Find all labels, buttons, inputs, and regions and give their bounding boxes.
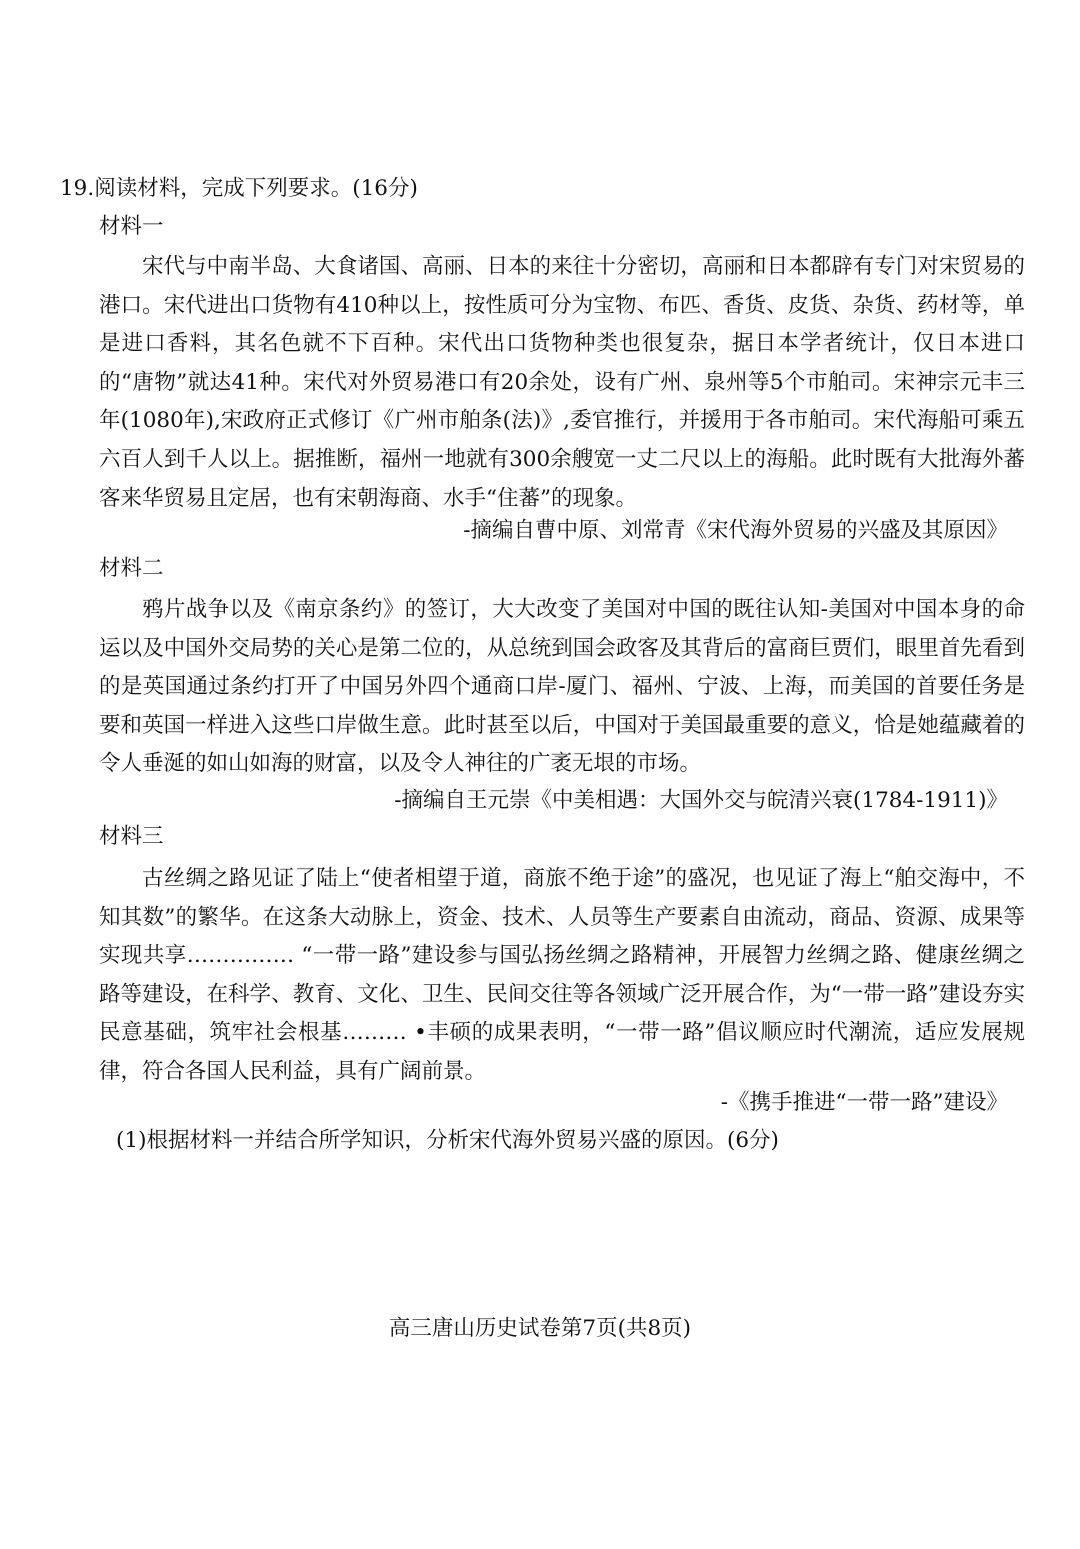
- question-title: 19.阅读材料，完成下列要求。(16分): [60, 176, 418, 201]
- material-2-source: -摘编自王元崇《中美相遇：大国外交与皖清兴衰(1784-1911)》: [394, 788, 1008, 813]
- page-footer: 高三唐山历史试卷第7页(共8页): [388, 1316, 692, 1341]
- material-1-heading: 材料一: [99, 214, 164, 239]
- material-1-source: -摘编自曹中原、刘常青《宋代海外贸易的兴盛及其原因》: [463, 518, 1008, 543]
- material-3-source: -《携手推进“一带一路”建设》: [720, 1090, 1008, 1115]
- material-3-text: 古丝绸之路见证了陆上“使者相望于道，商旅不绝于途”的盛况，也见证了海上“舶交海中，不知其数”的繁华。在这条大动脉上，资金、技术、人员等生产要素自由流动，商品、资源、成果等实现共享…………… “一带一路”建设参与国弘扬丝绸之路精神，开展智力丝绸之路、健康丝绸之路等建设，在科学、教育、文化、卫生、民间交往等各领域广泛开展合作，为“一带一路”建设夯实民意基础，筑牢社会根基……… •丰硕的成果表明，“一带一路”倡议顺应时代潮流，适应发展规律，符合各国人民利益，具有广阔前景。: [99, 866, 1025, 1084]
- material-2-text: 鸦片战争以及《南京条约》的签订，大大改变了美国对中国的既往认知-美国对中国本身的命运以及中国外交局势的关心是第二位的，从总统到国会政客及其背后的富商巨贾们，眼里首先看到的是英国通过条约打开了中国另外四个通商口岸-厦门、福州、宁波、上海，而美国的首要任务是要和英国一样进入这些口岸做生意。此时甚至以后，中国对于美国最重要的意义，恰是她蕴藏着的令人垂涎的如山如海的财富，以及令人神往的广袤无垠的市场。: [99, 597, 1025, 777]
- sub-question-1: (1)根据材料一并结合所学知识，分析宋代海外贸易兴盛的原因。(6分): [116, 1128, 779, 1153]
- material-2-heading: 材料二: [99, 556, 164, 581]
- material-3-heading: 材料三: [99, 824, 164, 849]
- material-1-text: 宋代与中南半岛、大食诸国、高丽、日本的来往十分密切，高丽和日本都辟有专门对宋贸易的港口。宋代进出口货物有410种以上，按性质可分为宝物、布匹、香货、皮货、杂货、药材等，单是进口香料，其名色就不下百种。宋代出口货物种类也很复杂，据日本学者统计，仅日本进口的“唐物”就达41种。宋代对外贸易港口有20余处，设有广州、泉州等5个市舶司。宋神宗元丰三年(1080年),宋政府正式修订《广州市舶条(法)》,委官推行，并援用于各市舶司。宋代海船可乘五六百人到千人以上。据推断，福州一地就有300余艘宽一丈二尺以上的海船。此时既有大批海外蕃客来华贸易且定居，也有宋朝海商、水手“住蕃”的现象。: [99, 254, 1025, 511]
